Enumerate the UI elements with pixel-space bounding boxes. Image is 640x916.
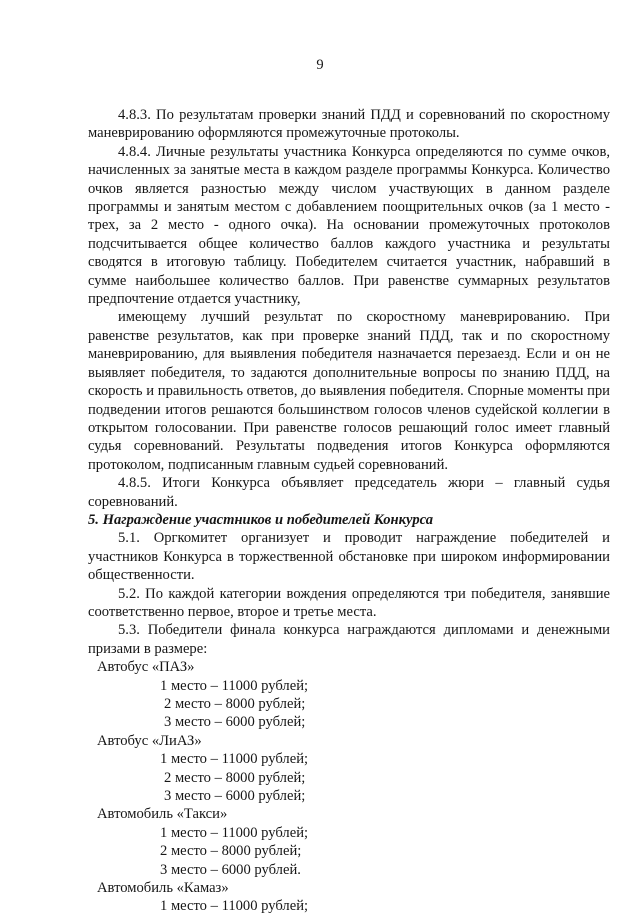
prize-item: 3 место – 6000 рублей; <box>164 788 306 805</box>
prize-item: 3 место – 6000 рублей; <box>164 714 306 731</box>
prize-category-taxi <box>88 805 610 879</box>
page-number: 9 <box>316 57 324 73</box>
prize-item: 1 место – 11000 рублей; <box>160 751 309 768</box>
paragraph-4-8-4-continued: имеющему лучший результат по скоростному маневрированию. При равенстве результатов, как при проверке знаний ПДД, так и по скоростному маневрированию, для выявления победителя назначается перезаезд. Если и он не выявляет победителя, то задаются дополнительные вопросы по знанию ПДД, на скорость и правильность ответов, до выявления победителя. Спорные моменты при подведении итогов решаются большинством голосов членов судейской коллегии в открытом голосовании. При равенстве голосов решающий голос имеет главный судья соревнований. Результаты подведения итогов Конкурса оформляются протоколом, подписанным главным судьей соревнований. <box>88 309 610 473</box>
paragraph-5-1: 5.1. Оргкомитет организует и проводит награждение победителей и участников Конкурса в торжественной обстановке при широком информировании общественности. <box>88 530 610 584</box>
prize-category-paz <box>88 658 610 732</box>
paragraph-4-8-5: 4.8.5. Итоги Конкурса объявляет председатель жюри – главный судья соревнований. <box>88 475 610 510</box>
prize-item: 1 место – 11000 рублей; <box>160 677 309 694</box>
prize-item: 2 место – 8000 рублей; <box>164 769 306 786</box>
prize-category-label: Автобус «ЛиАЗ» <box>97 732 202 749</box>
paragraph-5-3: 5.3. Победители финала конкурса награждаются дипломами и денежными призами в размере: <box>88 622 610 657</box>
section-5-title: 5. Награждение участников и победителей Конкурса <box>88 511 434 528</box>
document-body <box>88 106 610 916</box>
prize-category-label: Автобус «ПАЗ» <box>97 659 195 676</box>
prize-category-label: Автомобиль «Камаз» <box>97 880 229 897</box>
prize-item: 3 место – 6000 рублей. <box>160 861 301 878</box>
paragraph-5-2: 5.2. По каждой категории вождения определяются три победителя, занявшие соответственно первое, второе и третье места. <box>88 585 610 620</box>
paragraph-4-8-3: 4.8.3. По результатам проверки знаний ПДД и соревнований по скоростному маневрированию оформляются промежуточные протоколы. <box>88 107 610 142</box>
prize-item: 2 место – 8000 рублей; <box>164 696 306 712</box>
prize-category-label: Автомобиль «Такси» <box>97 806 228 823</box>
prize-item: 2 место – 8000 рублей; <box>160 843 302 860</box>
prize-list <box>88 658 610 916</box>
paragraph-4-8-4: 4.8.4. Личные результаты участника Конкурса определяются по сумме очков, начисленных за занятые места в каждом разделе программы Конкурса. Количество очков является разностью между числом участвующих в данном разделе программы и занятым местом с добавлением поощрительных очков (за 1 место - трех, за 2 место - одного очка). На основании промежуточных протоколов подсчитывается общее количество баллов каждого участника и результаты сводятся в итоговую таблицу. Победителем считается участник, набравший в сумме наибольшее количество баллов. При равенстве суммарных результатов предпочтение отдается участнику, <box>88 143 610 308</box>
prize-category-liaz <box>88 732 610 806</box>
prize-category-kamaz <box>88 879 610 916</box>
prize-item: 1 место – 11000 рублей; <box>160 898 309 915</box>
prize-item: 1 место – 11000 рублей; <box>160 824 309 841</box>
